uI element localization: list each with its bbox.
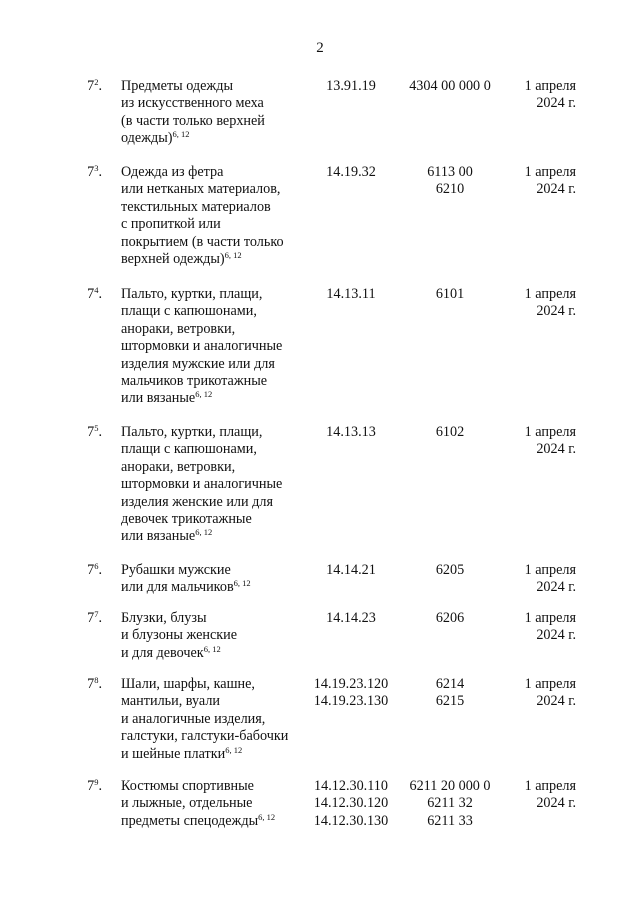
row-number-dot: . [98,610,102,626]
product-name-text: мальчиков трикотажные [121,373,268,390]
product-name-text: Предметы одежды [121,78,233,94]
product-name [121,778,311,830]
okpd2-code [306,676,396,711]
row-number-base: 7 [87,78,95,94]
product-name-line [121,511,311,528]
product-name-text: верхней одежды) [121,251,225,268]
product-name-line [121,693,311,710]
okpd2-code [306,78,396,95]
row-number-superscript: 6 [94,561,99,571]
tnved-code [404,286,496,303]
row-number-superscript: 7 [94,609,99,619]
effective-date [502,424,576,459]
product-name-line [121,286,311,303]
product-name-line [121,610,311,627]
effective-date [502,610,576,645]
product-name-text: или нетканых материалов, [121,181,281,198]
product-name-line [121,795,311,812]
footnote-ref: 6, 12 [225,744,243,755]
row-number-superscript: 2 [94,77,99,87]
okpd2-code [306,424,396,441]
product-name-text: Пальто, куртки, плащи, [121,286,263,302]
product-name-text: или вязаные [121,528,196,545]
product-name-text: покрытием (в части только [121,233,284,250]
effective-date-line: 2024 г. [536,441,576,458]
product-name-text: с пропиткой или [121,216,221,233]
okpd2-code-line: 14.19.32 [326,164,376,180]
product-name-line [121,645,311,662]
tnved-code-line: 6211 32 [427,795,473,812]
product-name [121,164,311,268]
row-number-superscript: 4 [94,285,99,295]
product-name-line [121,459,311,476]
product-name-text: текстильных материалов [121,198,271,215]
effective-date-line: 1 апреля [524,424,576,440]
product-name-text: Блузки, блузы [121,610,207,626]
product-name-text: галстуки, галстуки-бабочки [121,728,289,745]
footnote-ref: 6, 12 [203,643,221,654]
tnved-code-line: 6101 [435,286,465,302]
okpd2-code-line: 14.19.23.130 [313,693,389,710]
effective-date-line: 2024 г. [536,181,576,198]
product-name-line [121,303,311,320]
tnved-code [404,562,496,579]
row-number-base: 7 [87,610,95,626]
product-name-line [121,424,311,441]
product-name-line [121,711,311,728]
okpd2-code-line: 14.14.23 [326,610,376,626]
tnved-code [404,676,496,711]
product-name-line [121,251,311,268]
product-name-text: Одежда из фетра [121,164,224,180]
product-name [121,78,311,148]
product-name-line [121,528,311,545]
row-number-base: 7 [87,286,95,302]
row-number [60,286,102,303]
product-name-text: анораки, ветровки, [121,458,236,475]
row-number-base: 7 [87,424,95,440]
tnved-code-line: 6113 00 [427,164,473,180]
product-name-text: и блузоны женские [121,627,238,644]
product-name [121,286,311,408]
effective-date-line: 1 апреля [524,164,576,180]
row-number [60,778,102,795]
product-name-text: штормовки и аналогичные [121,476,283,493]
tnved-code [404,164,496,199]
okpd2-code [306,562,396,579]
page-number: 2 [316,40,324,56]
effective-date-line: 2024 г. [536,795,576,812]
product-name-text: и аналогичные изделия, [121,710,266,727]
product-name [121,562,311,597]
product-name-text: штормовки и аналогичные [121,338,283,355]
effective-date-line: 2024 г. [536,303,576,320]
row-number-base: 7 [87,164,95,180]
okpd2-code [306,610,396,627]
product-name-line [121,476,311,493]
tnved-code-line: 6210 [435,181,465,198]
footnote-ref: 6, 12 [195,527,213,538]
row-number-superscript: 5 [94,423,99,433]
okpd2-code-line: 14.12.30.130 [313,812,389,829]
effective-date-line: 1 апреля [524,778,576,794]
tnved-code-line: 6214 [435,676,465,692]
row-number-base: 7 [87,562,95,578]
product-name-text: (в части только верхней [121,112,265,129]
product-name-line [121,562,311,579]
okpd2-code-line: 14.13.13 [326,424,376,440]
okpd2-code [306,164,396,181]
okpd2-code-line: 14.14.21 [326,562,376,578]
okpd2-code-line: 14.13.11 [326,286,376,302]
effective-date [502,778,576,813]
product-name-text: плащи с капюшонами, [121,303,257,320]
product-name-line [121,181,311,198]
row-number-dot: . [98,676,102,692]
product-name-text: и лыжные, отдельные [121,795,253,812]
product-name [121,610,311,662]
row-number [60,164,102,181]
product-name-line [121,95,311,112]
product-name-line [121,778,311,795]
product-name-text: предметы спецодежды [121,812,259,829]
tnved-code-line: 6211 33 [427,812,473,829]
effective-date-line: 1 апреля [524,610,576,626]
product-name-line [121,216,311,233]
okpd2-code-line: 14.19.23.120 [313,676,389,692]
tnved-code-line: 4304 00 000 0 [409,78,491,94]
product-name-text: Рубашки мужские [121,562,231,578]
row-number-base: 7 [87,676,95,692]
row-number-dot: . [98,424,102,440]
tnved-code-line: 6215 [435,693,465,710]
row-number-dot: . [98,286,102,302]
row-number [60,78,102,95]
tnved-code-line: 6102 [435,424,465,440]
product-name [121,424,311,546]
product-name-line [121,728,311,745]
row-number-dot: . [98,562,102,578]
product-name-text: изделия мужские или для [121,355,275,372]
product-name-text: Шали, шарфы, кашне, [121,676,255,692]
okpd2-code-line: 14.12.30.110 [314,778,388,794]
product-name-text: и шейные платки [121,745,226,762]
footnote-ref: 6, 12 [258,811,276,822]
product-name-line [121,338,311,355]
product-name-text: и для девочек [121,644,204,661]
effective-date [502,562,576,597]
tnved-code [404,778,496,830]
row-number-base: 7 [87,778,95,794]
tnved-code [404,78,496,95]
row-number [60,610,102,627]
row-number [60,562,102,579]
effective-date-line: 1 апреля [524,78,576,94]
row-number-superscript: 9 [94,777,99,787]
product-name-line [121,676,311,693]
product-name-line [121,441,311,458]
row-number-dot: . [98,164,102,180]
product-name-text: одежды) [121,130,173,147]
tnved-code-line: 6205 [435,562,465,578]
product-name-line [121,494,311,511]
product-name-line [121,627,311,644]
effective-date [502,164,576,199]
product-name-line [121,199,311,216]
row-number-superscript: 8 [94,675,99,685]
tnved-code-line: 6206 [435,610,465,626]
product-name-line [121,130,311,147]
okpd2-code-line: 14.12.30.120 [313,795,389,812]
product-name [121,676,311,763]
product-name-text: из искусственного меха [121,95,264,112]
product-name-text: девочек трикотажные [121,511,252,528]
product-name-line [121,113,311,130]
product-name-line [121,78,311,95]
okpd2-code [306,778,396,830]
effective-date [502,286,576,321]
product-name-line [121,356,311,373]
product-name-text: или для мальчиков [121,579,234,596]
row-number-superscript: 3 [94,163,99,173]
effective-date-line: 2024 г. [536,627,576,644]
product-name-line [121,813,311,830]
tnved-code [404,424,496,441]
effective-date-line: 2024 г. [536,579,576,596]
product-name-line [121,390,311,407]
footnote-ref: 6, 12 [224,250,242,261]
product-name-line [121,164,311,181]
footnote-ref: 6, 12 [233,578,251,589]
okpd2-code-line: 13.91.19 [326,78,376,94]
row-number-dot: . [98,78,102,94]
effective-date [502,676,576,711]
row-number [60,676,102,693]
effective-date-line: 1 апреля [524,286,576,302]
product-name-text: Пальто, куртки, плащи, [121,424,263,440]
row-number-dot: . [98,778,102,794]
footnote-ref: 6, 12 [195,389,213,400]
product-name-text: изделия женские или для [121,493,273,510]
product-name-line [121,321,311,338]
tnved-code [404,610,496,627]
product-name-text: плащи с капюшонами, [121,441,257,458]
effective-date-line: 1 апреля [524,676,576,692]
product-name-line [121,746,311,763]
product-name-text: или вязаные [121,390,196,407]
okpd2-code [306,286,396,303]
footnote-ref: 6, 12 [172,129,190,140]
tnved-code-line: 6211 20 000 0 [409,778,491,794]
product-name-line [121,579,311,596]
row-number [60,424,102,441]
effective-date-line: 1 апреля [524,562,576,578]
product-name-line [121,373,311,390]
effective-date [502,78,576,113]
product-name-text: анораки, ветровки, [121,320,236,337]
product-name-text: Костюмы спортивные [121,778,254,794]
effective-date-line: 2024 г. [536,693,576,710]
product-name-text: мантильи, вуали [121,693,221,710]
effective-date-line: 2024 г. [536,95,576,112]
product-name-line [121,234,311,251]
